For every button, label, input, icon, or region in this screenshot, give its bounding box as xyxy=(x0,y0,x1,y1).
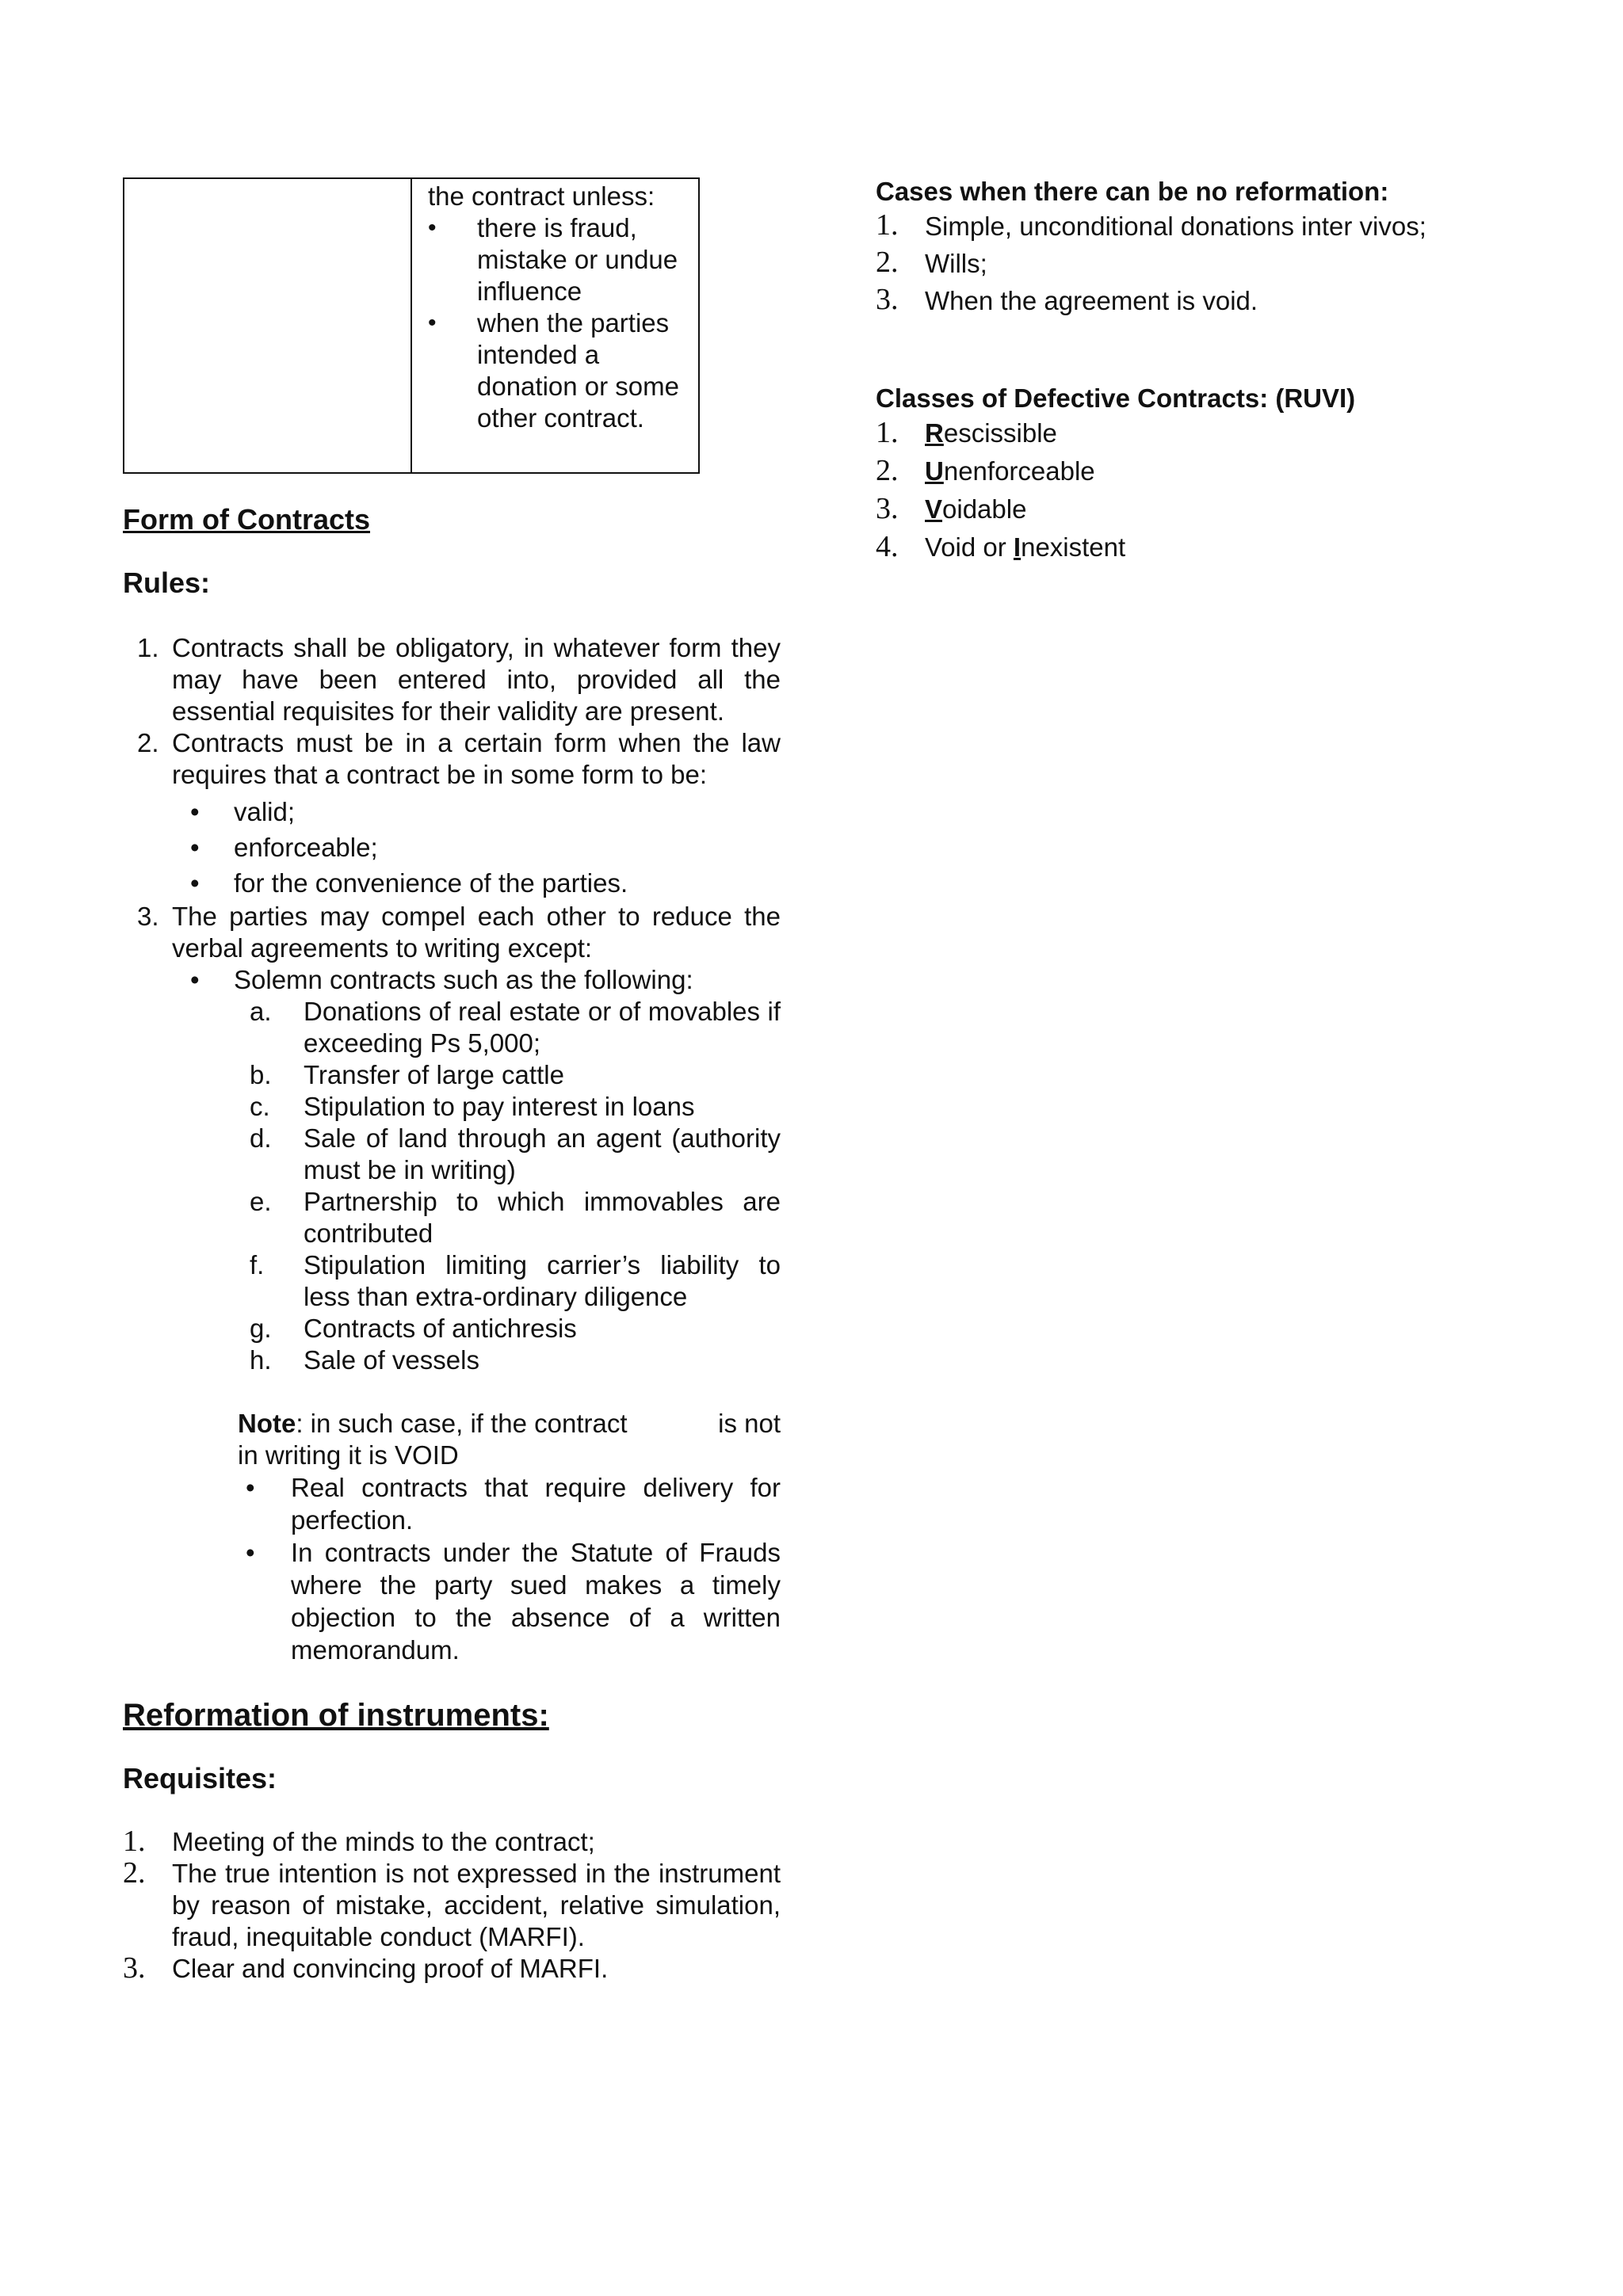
item-number: 1. xyxy=(876,208,899,242)
no-reformation-list xyxy=(876,208,1541,319)
table-cell-empty xyxy=(124,178,411,473)
item-number: 4. xyxy=(876,530,899,563)
item-number: 2. xyxy=(876,246,899,279)
item-initial: U xyxy=(925,456,944,486)
list-item xyxy=(876,282,1541,319)
rule-number: 1. xyxy=(137,633,159,662)
item-text: Clear and convincing proof of MARFI. xyxy=(172,1954,609,1983)
item-number: 2. xyxy=(876,454,899,487)
form-requirement-list xyxy=(186,794,781,901)
other-exceptions-list xyxy=(238,1471,781,1666)
list-item: • In contracts under the Statute of Frauds where the party sued makes a timely objection to the absence of a written memorandum. xyxy=(238,1536,781,1666)
list-item xyxy=(876,490,1541,528)
list-item xyxy=(250,1344,781,1376)
rule-item-2 xyxy=(123,727,781,791)
item-text: Donations of real estate or of movables if exceeding Ps 5,000; xyxy=(304,997,781,1058)
list-item: • there is fraud, mistake or undue influence xyxy=(428,212,690,307)
table-fragment xyxy=(123,177,700,474)
item-letter: d. xyxy=(250,1123,272,1153)
item-text: Meeting of the minds to the contract; xyxy=(172,1827,595,1856)
note-line xyxy=(238,1408,781,1440)
item-text: When the agreement is void. xyxy=(925,286,1258,315)
note-label: Note xyxy=(238,1409,296,1438)
rule-number: 2. xyxy=(137,728,159,757)
item-text: Sale of land through an agent (authority must be in writing) xyxy=(304,1123,781,1184)
note-block xyxy=(238,1408,781,1666)
item-number: 1. xyxy=(876,416,899,449)
note-part1: : in such case, if the contract xyxy=(296,1409,628,1438)
rule-item-1 xyxy=(123,632,781,727)
list-item: • enforceable; xyxy=(186,830,781,865)
no-reformation-heading: Cases when there can be no reformation: xyxy=(876,177,1389,206)
solemn-items-list xyxy=(250,996,781,1376)
item-letter: h. xyxy=(250,1345,272,1375)
list-item: • valid; xyxy=(186,794,781,830)
item-rest: nenforceable xyxy=(943,456,1095,486)
list-item xyxy=(876,414,1541,452)
list-item xyxy=(876,245,1541,282)
item-text: Wills; xyxy=(925,249,987,278)
rules-list-continued xyxy=(123,901,781,964)
list-item: • for the convenience of the parties. xyxy=(186,865,781,901)
item-number: 3. xyxy=(876,283,899,316)
rule-text: Contracts shall be obligatory, in whatever form they may have been entered into, provided all the essential requisites for their validity are present. xyxy=(172,633,781,726)
item-rest: escissible xyxy=(943,418,1057,448)
list-item xyxy=(876,208,1541,245)
item-number: 2. xyxy=(123,1856,146,1890)
rule-item-3 xyxy=(123,901,781,964)
form-of-contracts-heading: Form of Contracts xyxy=(123,503,371,536)
item-letter: a. xyxy=(250,997,272,1026)
item-number: 3. xyxy=(876,492,899,525)
item-text: Partnership to which immovables are contributed xyxy=(304,1187,781,1248)
list-item xyxy=(876,452,1541,490)
table-cell-text xyxy=(411,178,699,473)
item-letter: g. xyxy=(250,1314,272,1343)
reformation-heading: Reformation of instruments: xyxy=(123,1698,549,1733)
item-letter: b. xyxy=(250,1060,272,1089)
item-number: 3. xyxy=(123,1951,146,1985)
list-item xyxy=(250,1059,781,1091)
item-letter: e. xyxy=(250,1187,272,1216)
list-item xyxy=(123,1858,781,1953)
table-bullet-list xyxy=(428,212,690,434)
list-item xyxy=(250,1123,781,1186)
list-item xyxy=(250,1249,781,1313)
right-column xyxy=(876,176,1541,566)
item-rest: nexistent xyxy=(1021,532,1126,562)
list-item xyxy=(876,528,1541,566)
note-text xyxy=(238,1408,628,1440)
item-text: Contracts of antichresis xyxy=(304,1314,577,1343)
note-part2: is not xyxy=(718,1409,781,1438)
item-letter: f. xyxy=(250,1250,265,1280)
solemn-contracts-item xyxy=(178,964,781,996)
rule-number: 3. xyxy=(137,902,159,931)
list-item xyxy=(250,1186,781,1249)
item-initial: V xyxy=(925,494,943,524)
list-item: • Real contracts that require delivery for perfection. xyxy=(238,1471,781,1536)
rule-text: The parties may compel each other to reduce the verbal agreements to writing except: xyxy=(172,902,781,963)
item-initial: I xyxy=(1013,532,1022,562)
table-lead: the contract unless: xyxy=(428,181,655,211)
list-item: • when the parties intended a donation or some other contract. xyxy=(428,307,690,434)
item-text: Simple, unconditional donations inter vivos; xyxy=(925,212,1426,241)
item-text: The true intention is not expressed in the instrument by reason of mistake, accident, relative simulation, fraud, inequitable conduct (MARFI). xyxy=(172,1859,781,1951)
solemn-list xyxy=(178,964,781,996)
rule-text: Contracts must be in a certain form when the law requires that a contract be in some form to be: xyxy=(172,728,781,789)
item-text: Stipulation to pay interest in loans xyxy=(304,1092,695,1121)
item-number: 1. xyxy=(123,1825,146,1858)
list-item xyxy=(250,996,781,1059)
requisites-list xyxy=(123,1826,781,1985)
list-item xyxy=(250,1091,781,1123)
item-text: Sale of vessels xyxy=(304,1345,479,1375)
rules-heading: Rules: xyxy=(123,566,211,599)
item-letter: c. xyxy=(250,1092,270,1121)
note-part3: in writing it is VOID xyxy=(238,1440,459,1470)
item-rest: oidable xyxy=(942,494,1027,524)
requisites-heading: Requisites: xyxy=(123,1762,277,1794)
list-item xyxy=(250,1313,781,1344)
list-item xyxy=(123,1826,781,1858)
rules-list xyxy=(123,632,781,791)
item-text: Stipulation limiting carrier’s liability to less than extra-ordinary diligence xyxy=(304,1250,781,1311)
item-text: Transfer of large cattle xyxy=(304,1060,564,1089)
left-column xyxy=(123,177,781,1985)
list-item xyxy=(123,1953,781,1985)
item-initial: R xyxy=(925,418,944,448)
defective-contracts-heading: Classes of Defective Contracts: (RUVI) xyxy=(876,383,1356,413)
item-prefix: Void or xyxy=(925,532,1014,562)
defective-contracts-list xyxy=(876,414,1541,566)
solemn-label: Solemn contracts such as the following: xyxy=(234,965,693,994)
